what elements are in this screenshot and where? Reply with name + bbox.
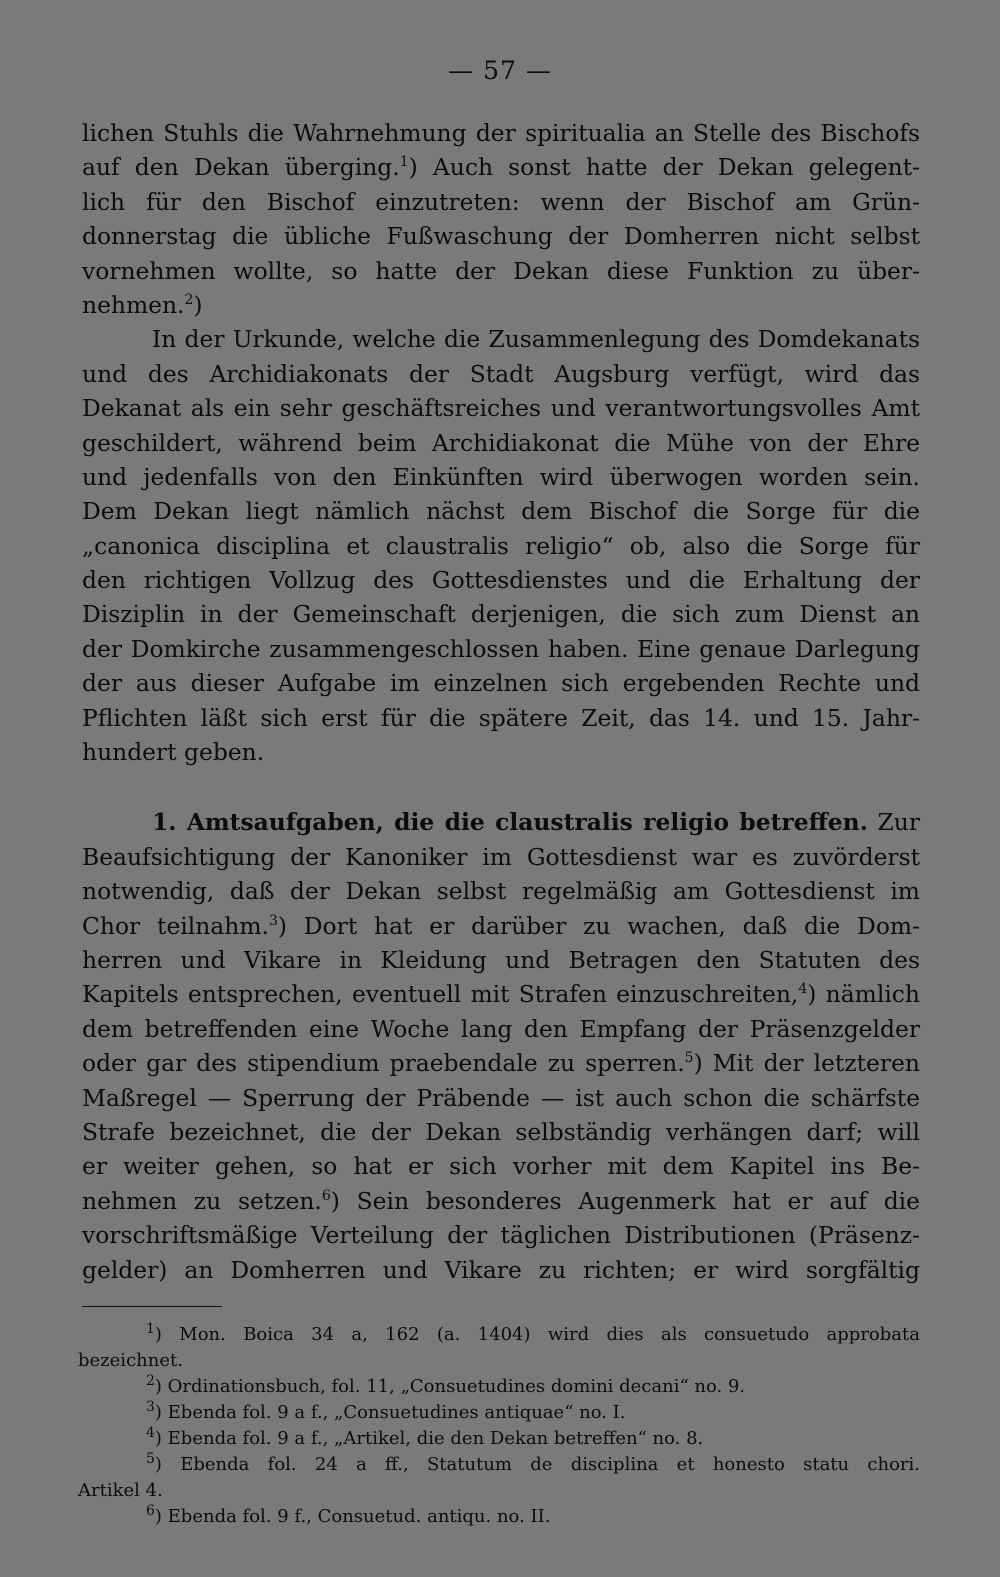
text-line: Dem Dekan liegt nämlich nächst dem Bischof die Sorge für die — [82, 497, 920, 526]
footnote: $^6$) Ebenda fol. 9 f., Consuetud. antiqu. no. II. — [146, 1503, 551, 1527]
text-line: geschildert, während beim Archidiakonat die Mühe von der Ehre — [82, 428, 920, 457]
main-text — [82, 116, 920, 1287]
text-line: Kapitels entsprechen, eventuell mit Strafen einzuschreiten,$^4$) nämlich — [82, 980, 920, 1009]
footnote-ref: 4 — [798, 981, 808, 998]
text-line: „canonica disciplina et claustralis religio“ ob, also die Sorge für — [82, 531, 920, 560]
text-line: er weiter gehen, so hat er sich vorher mit dem Kapitel ins Be- — [82, 1152, 920, 1181]
text-line: In der Urkunde, welche die Zusammenlegung des Domdekanats — [152, 325, 920, 354]
footnote-continuation: Artikel 4. — [78, 1480, 163, 1501]
text-line: und des Archidiakonats der Stadt Augsburg verfügt, wird das — [82, 359, 920, 388]
text-line: nehmen zu setzen.$^6$) Sein besonderes Augenmerk hat er auf die — [82, 1186, 920, 1215]
text-line: lich für den Bischof einzutreten: wenn der Bischof am Grün- — [82, 187, 920, 216]
footnote-ref: 3 — [268, 912, 278, 929]
text-line: Beaufsichtigung der Kanoniker im Gottesdienst war es zuvörderst — [82, 842, 920, 871]
footnote-divider — [82, 1306, 222, 1307]
text-line: nehmen.$^2$) — [82, 290, 203, 319]
text-line: Strafe bezeichnet, die der Dekan selbständig verhängen darf; will — [82, 1117, 920, 1146]
footnote-ref: 2 — [184, 292, 194, 309]
footnote: $^4$) Ebenda fol. 9 a f., „Artikel, die den Dekan betreffen“ no. 8. — [146, 1425, 704, 1449]
footnote-continuation: bezeichnet. — [78, 1350, 183, 1371]
footnote-ref: 6 — [321, 1187, 331, 1204]
text-line: notwendig, daß der Dekan selbst regelmäßig am Gottesdienst im — [82, 877, 920, 906]
footnote-ref: 5 — [684, 1050, 694, 1067]
text-line: oder gar des stipendium praebendale zu sperren.$^5$) Mit der letzteren — [82, 1049, 920, 1078]
footnote-ref: 1 — [399, 154, 409, 171]
section-heading: 1. Amtsaufgaben, die die claustralis religio betreffen. — [152, 808, 868, 837]
text-line: Maßregel — Sperrung der Präbende — ist auch schon die schärfste — [82, 1083, 920, 1112]
text-line: dem betreffenden eine Woche lang den Empfang der Präsenzgelder — [82, 1014, 920, 1043]
footnote: $^1$) Mon. Boica 34 a, 162 (a. 1404) wird dies als consuetudo approbata — [146, 1321, 920, 1345]
text-line: herren und Vikare in Kleidung und Betragen den Statuten des — [82, 945, 920, 974]
text-line: der aus dieser Aufgabe im einzelnen sich ergebenden Rechte und — [82, 669, 920, 698]
text-line: auf den Dekan überging.$^1$) Auch sonst hatte der Dekan gelegent- — [82, 153, 920, 182]
footnote: $^2$) Ordinationsbuch, fol. 11, „Consuetudines domini decani“ no. 9. — [146, 1373, 746, 1397]
text-line: Chor teilnahm.$^3$) Dort hat er darüber zu wachen, daß die Dom- — [82, 911, 920, 940]
footnote: $^3$) Ebenda fol. 9 a f., „Consuetudines antiquae“ no. I. — [146, 1399, 626, 1423]
text-line: und jedenfalls von den Einkünften wird überwogen worden sein. — [82, 462, 920, 491]
text-line: donnerstag die übliche Fußwaschung der Domherren nicht selbst — [82, 222, 920, 251]
footnotes — [78, 1322, 920, 1530]
footnote: $^5$) Ebenda fol. 24 a ff., Statutum de disciplina et honesto statu chori. — [146, 1451, 920, 1475]
text-line: Disziplin in der Gemeinschaft derjenigen, die sich zum Dienst an — [82, 600, 920, 629]
text-line: lichen Stuhls die Wahrnehmung der spiritualia an Stelle des Bischofs — [82, 119, 920, 147]
text-line: Dekanat als ein sehr geschäftsreiches und verantwortungsvolles Amt — [82, 394, 920, 423]
text-line: Pflichten läßt sich erst für die spätere Zeit, das 14. und 15. Jahr- — [82, 703, 920, 732]
text-line: den richtigen Vollzug des Gottesdienstes und die Erhaltung der — [82, 566, 920, 595]
text-line: vorschriftsmäßige Verteilung der täglichen Distributionen (Präsenz- — [82, 1221, 920, 1250]
text-line: gelder) an Domherren und Vikare zu richten; er wird sorgfältig — [82, 1255, 920, 1284]
section-heading-line: 1. Amtsaufgaben, die die claustralis religio betreffen. Zur — [152, 808, 921, 837]
page-number: — 57 — — [448, 56, 552, 85]
text-line: vornehmen wollte, so hatte der Dekan diese Funktion zu über- — [82, 256, 920, 285]
text-line: hundert geben. — [82, 738, 265, 767]
text-line: der Domkirche zusammengeschlossen haben. Eine genaue Darlegung — [82, 634, 920, 663]
section-gap — [82, 769, 920, 805]
